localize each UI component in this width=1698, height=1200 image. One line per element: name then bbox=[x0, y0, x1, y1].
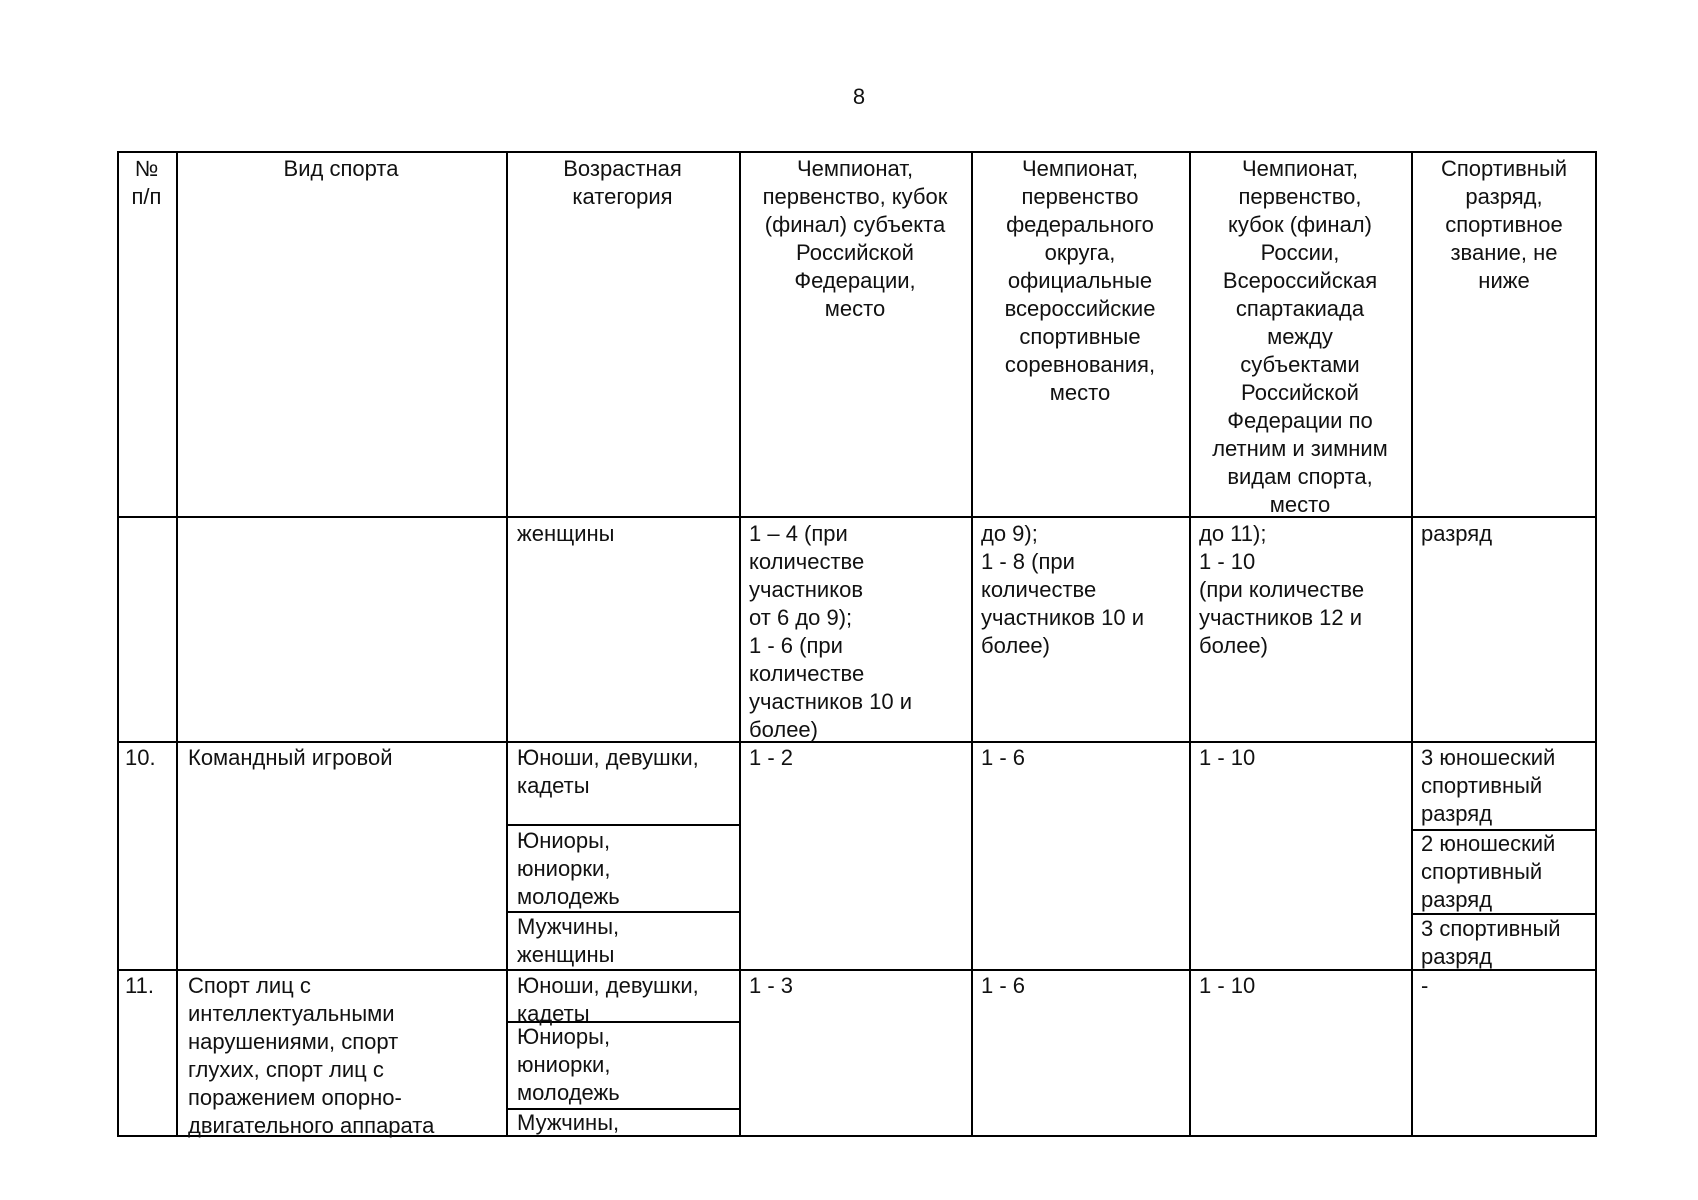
row10-federal-district: 1 - 6 bbox=[981, 745, 1026, 770]
header-sport-rank: Спортивный разряд, спортивное звание, не ниже bbox=[1440, 156, 1568, 293]
row10-num: 10. bbox=[125, 745, 156, 770]
header-regional-championship: Чемпионат, первенство, кубок (финал) субъекта Российской Федерации, место bbox=[762, 156, 948, 321]
row11-rank: - bbox=[1421, 973, 1429, 998]
row11-num: 11. bbox=[125, 973, 154, 998]
row10-rank-3: 3 спортивный разряд bbox=[1421, 916, 1561, 969]
row10-regional: 1 - 2 bbox=[749, 745, 794, 770]
cont-rank: разряд bbox=[1421, 521, 1493, 546]
sports-table bbox=[117, 151, 1597, 1137]
header-sport: Вид спорта bbox=[283, 156, 399, 181]
row10-age-3: Мужчины, женщины bbox=[517, 914, 620, 967]
table-border-right bbox=[1595, 151, 1597, 1137]
row11-federal-district: 1 - 6 bbox=[981, 973, 1026, 998]
row10-age-1: Юноши, девушки, кадеты bbox=[517, 745, 699, 798]
row11-regional: 1 - 3 bbox=[749, 973, 794, 998]
table-border-left bbox=[117, 151, 119, 1137]
row10-rank-2: 2 юношеский спортивный разряд bbox=[1421, 831, 1556, 912]
col-divider-2 bbox=[506, 151, 508, 1137]
row10-age-2: Юниоры, юниорки, молодежь bbox=[517, 828, 620, 909]
row11-age-1: Юноши, девушки, кадеты bbox=[517, 973, 699, 1026]
row10-bottom-line bbox=[117, 969, 1597, 971]
header-russia-championship: Чемпионат, первенство, кубок (финал) России, Всероссийская спартакиада между субъектами Российской Федерации по летним и зимним видам спорта, место bbox=[1212, 156, 1388, 517]
row10-sport: Командный игровой bbox=[188, 745, 393, 770]
row11-age-2: Юниоры, юниорки, молодежь bbox=[517, 1024, 620, 1105]
row11-russia: 1 - 10 bbox=[1199, 973, 1256, 998]
header-num: № п/п bbox=[131, 156, 162, 209]
cont-russia: до 11); 1 - 10 (при количестве участников 12 и более) bbox=[1199, 521, 1365, 658]
header-federal-district-championship: Чемпионат, первенство федерального округа, официальные всероссийские спортивные соревнования, место bbox=[1004, 156, 1156, 405]
col-divider-6 bbox=[1411, 151, 1413, 1137]
cont-age: женщины bbox=[517, 521, 615, 546]
row10-russia: 1 - 10 bbox=[1199, 745, 1256, 770]
cont-regional: 1 – 4 (при количестве участников от 6 до 9); 1 - 6 (при количестве участников 10 и более) bbox=[749, 521, 912, 742]
row10-age-divider-1 bbox=[506, 824, 739, 826]
row11-sport: Спорт лиц с интеллектуальными нарушениями, спорт глухих, спорт лиц с поражением опорно- двигательного аппарата bbox=[188, 973, 435, 1138]
table-border-top bbox=[117, 151, 1597, 153]
page-number: 8 bbox=[852, 84, 866, 109]
cont-federal-district: до 9); 1 - 8 (при количестве участников 10 и более) bbox=[981, 521, 1144, 658]
row10-rank-1: 3 юношеский спортивный разряд bbox=[1421, 745, 1556, 826]
row11-age-3: Мужчины, bbox=[517, 1110, 620, 1135]
col-divider-1 bbox=[176, 151, 178, 1137]
header-age-category: Возрастная категория bbox=[563, 156, 682, 209]
